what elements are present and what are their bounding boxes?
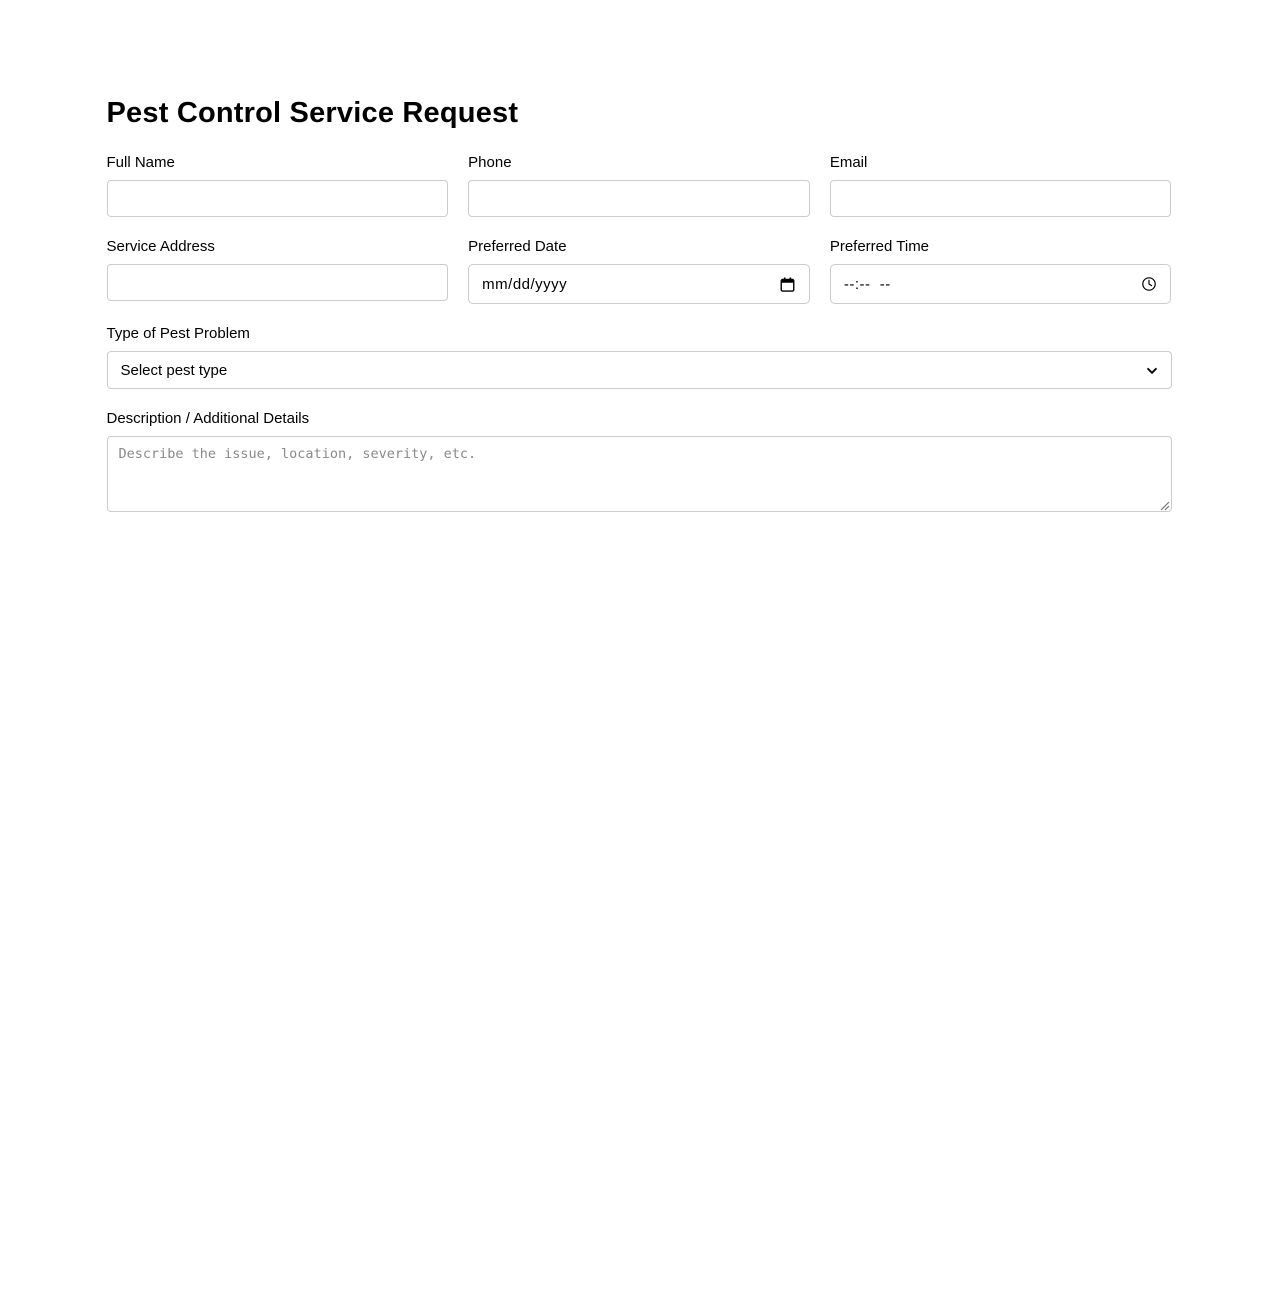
phone-field-group — [468, 154, 810, 217]
form-row-contact — [107, 154, 1172, 217]
description-textarea-wrap — [107, 436, 1172, 512]
phone-label: Phone — [468, 154, 512, 171]
form-row-schedule — [107, 238, 1172, 304]
email-input[interactable] — [830, 180, 1172, 217]
pest-type-field-group — [107, 325, 1172, 389]
full-name-input[interactable] — [107, 180, 449, 217]
pest-control-form — [107, 0, 1172, 512]
description-textarea[interactable] — [107, 436, 1172, 512]
service-address-label: Service Address — [106, 238, 215, 255]
time-placeholder: --:-- -- — [843, 275, 891, 293]
chevron-down-icon — [1146, 364, 1158, 376]
email-field-group — [830, 154, 1172, 217]
clock-icon[interactable] — [1140, 276, 1157, 293]
full-name-label: Full Name — [106, 154, 175, 171]
preferred-time-label: Preferred Time — [829, 238, 930, 255]
full-name-field-group — [107, 154, 449, 217]
description-field-group — [107, 410, 1172, 512]
email-label: Email — [829, 154, 868, 171]
service-address-input[interactable] — [107, 264, 449, 301]
description-label: Description / Additional Details — [106, 410, 310, 427]
pest-type-select[interactable] — [107, 351, 1172, 389]
phone-input[interactable] — [468, 180, 810, 217]
pest-type-label: Type of Pest Problem — [106, 325, 250, 342]
page-title: Pest Control Service Request — [106, 97, 519, 129]
preferred-date-input[interactable] — [468, 264, 810, 304]
preferred-date-label: Preferred Date — [468, 238, 567, 255]
preferred-time-input[interactable] — [830, 264, 1172, 304]
preferred-date-field-group — [468, 238, 810, 304]
calendar-icon[interactable] — [779, 276, 796, 293]
date-placeholder: mm/dd/yyyy — [482, 275, 568, 293]
pest-type-selected-option: Select pest type — [120, 361, 228, 379]
service-address-field-group — [107, 238, 449, 304]
preferred-time-field-group — [830, 238, 1172, 304]
